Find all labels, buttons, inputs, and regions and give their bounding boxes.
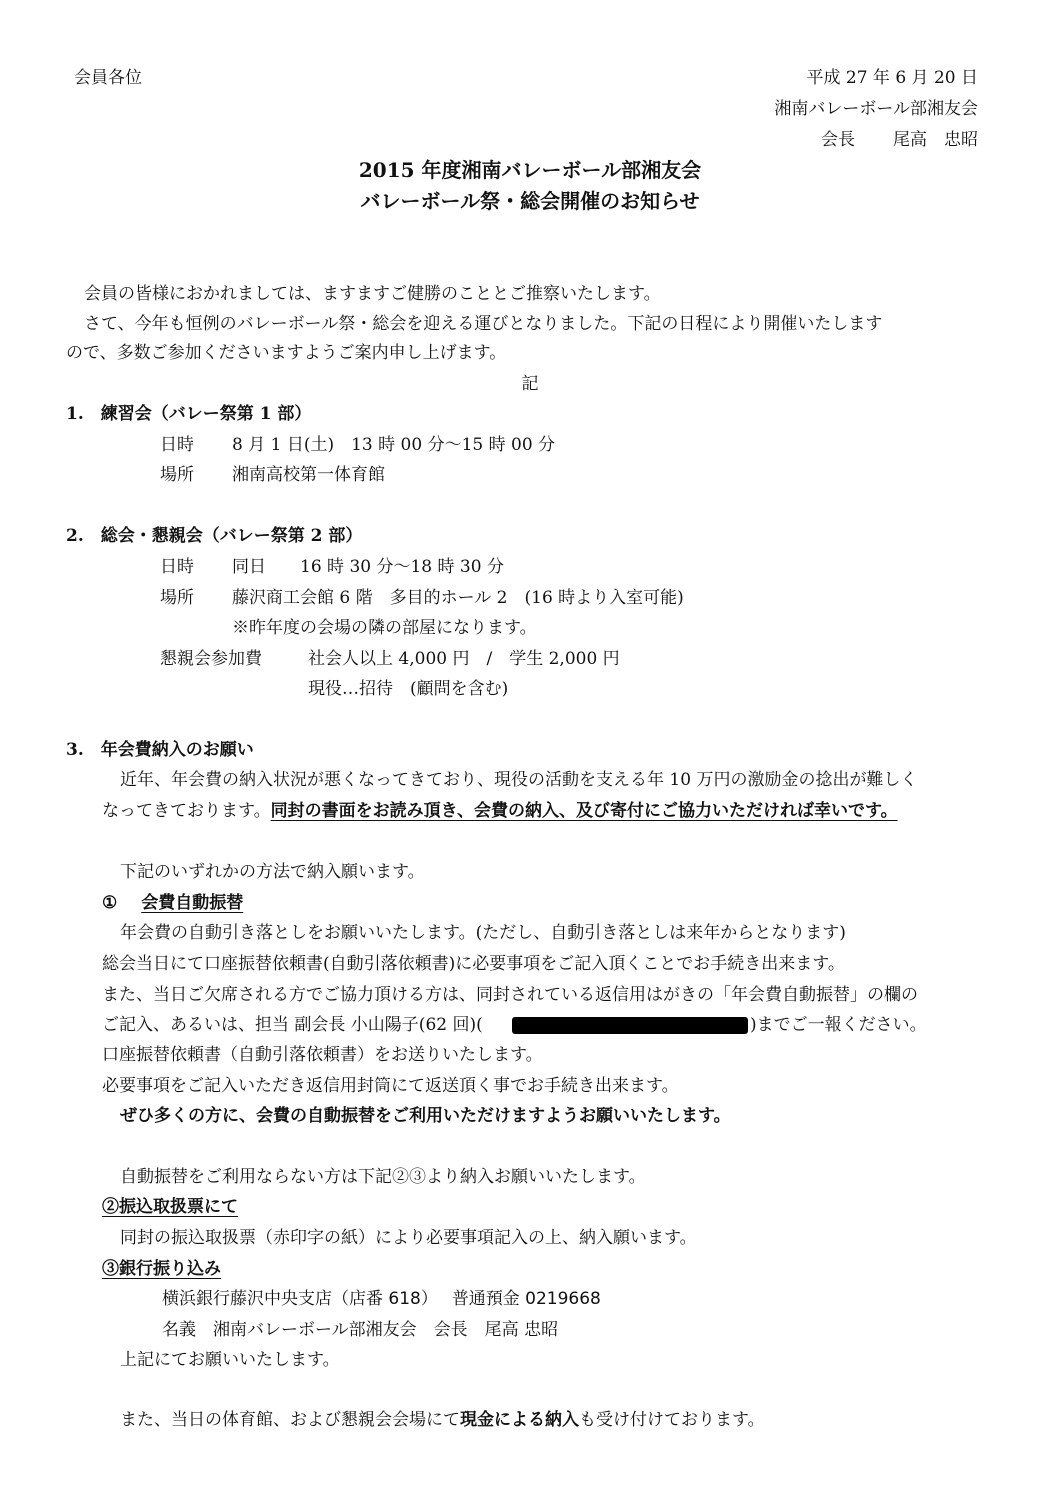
sender-signature	[821, 132, 978, 149]
method-1-line-4b: )までご一報ください。	[750, 1015, 927, 1035]
ki-marker: 記	[521, 374, 539, 394]
section-3-paragraph-2-plain: なってきております。	[102, 801, 271, 821]
section-1-place-label: 場所	[160, 465, 194, 485]
section-2-fee-note: 現役…招待 (顧問を含む)	[308, 679, 509, 699]
sender-name: 尾高 忠昭	[893, 130, 978, 150]
section-3-heading: 3. 年会費納入のお願い	[66, 740, 254, 760]
issue-date: 平成 27 年 6 月 20 日	[806, 68, 978, 88]
method-1-line-1: 年会費の自動引き落としをお願いいたします。(ただし、自動引き落としは来年からとなります)	[120, 923, 846, 943]
cash-payment-emphasis: 現金による納入	[460, 1410, 579, 1430]
section-2-heading: 2. 総会・懇親会（バレー祭第 2 部）	[66, 526, 363, 546]
cash-payment-note	[120, 1412, 765, 1429]
section-2-fee-value: 社会人以上 4,000 円 / 学生 2,000 円	[308, 649, 620, 669]
method-1-appeal: ぜひ多くの方に、会費の自動振替をご利用いただけますようお願いいたします。	[120, 1106, 731, 1126]
document-title-line1: 2015 年度湘南バレーボール部湘友会	[358, 158, 702, 182]
section-2-place-value: 藤沢商工会館 6 階 多目的ホール 2 (16 時より入室可能)	[232, 588, 684, 608]
section-1-heading: 1. 練習会（バレー祭第 1 部）	[66, 404, 312, 424]
cash-payment-note-a: また、当日の体育館、および懇親会会場にて	[120, 1410, 460, 1430]
payment-methods-intro: 下記のいずれかの方法で納入願います。	[120, 862, 425, 882]
section-3-paragraph-2	[102, 803, 898, 820]
method-1-heading	[102, 895, 243, 912]
sender-title: 会長	[821, 130, 855, 150]
method-1-title: 会費自動振替	[141, 893, 244, 913]
method-1-number: ①	[102, 893, 118, 913]
addressee: 会員各位	[74, 68, 142, 88]
intro-paragraph-1: 会員の皆様におかれましては、ますますご健勝のこととご推察いたします。	[84, 284, 661, 304]
section-3-paragraph-1: 近年、年会費の納入状況が悪くなってきており、現役の活動を支える年 10 万円の激励金の捻出が難しく	[120, 770, 918, 790]
section-1-datetime-label: 日時	[160, 435, 194, 455]
alternative-methods-intro: 自動振替をご利用ならない方は下記②③より納入お願いいたします。	[120, 1167, 646, 1187]
method-1-line-4a: ご記入、あるいは、担当 副会長 小山陽子(62 回)(	[102, 1015, 483, 1035]
method-3-closing: 上記にてお願いいたします。	[120, 1350, 340, 1370]
section-2-place-label: 場所	[160, 588, 194, 608]
account-holder-name: 名義 湘南バレーボール部湘友会 会長 尾高 忠昭	[162, 1320, 559, 1340]
section-1-datetime-value: 8 月 1 日(土) 13 時 00 分～15 時 00 分	[232, 435, 556, 455]
section-1-place-value: 湘南高校第一体育館	[232, 465, 385, 485]
bank-account-info: 横浜銀行藤沢中央支店（店番 618） 普通預金 0219668	[162, 1289, 601, 1309]
method-1-line-5: 口座振替依頼書（自動引落依頼書）をお送りいたします。	[102, 1045, 543, 1065]
method-1-line-6: 必要事項をご記入いただき返信用封筒にて返送頂く事でお手続き出来ます。	[102, 1076, 679, 1096]
method-1-line-3: また、当日ご欠席される方でご協力頂ける方は、同封されている返信用はがきの「年会費自動振替」の欄の	[102, 985, 918, 1005]
document-title-line2: バレーボール祭・総会開催のお知らせ	[360, 189, 700, 213]
cash-payment-note-c: も受け付けております。	[579, 1410, 765, 1430]
redacted-contact	[512, 1017, 748, 1034]
intro-paragraph-2a: さて、今年も恒例のバレーボール祭・総会を迎える運びとなりました。下記の日程により開催いたします	[84, 314, 883, 334]
section-2-datetime-value: 同日 16 時 30 分～18 時 30 分	[232, 557, 504, 577]
section-2-fee-label: 懇親会参加費	[160, 649, 262, 669]
donation-request-emphasis: 同封の書面をお読み頂き、会費の納入、及び寄付にご協力いただければ幸いです。	[270, 801, 898, 821]
section-2-place-note: ※昨年度の会場の隣の部屋になります。	[232, 618, 537, 638]
method-1-line-2: 総会当日にて口座振替依頼書(自動引落依頼書)に必要事項をご記入頂くことでお手続き出来ます。	[102, 954, 845, 974]
method-2-line-1: 同封の振込取扱票（赤印字の紙）により必要事項記入の上、納入願います。	[120, 1228, 697, 1248]
section-2-datetime-label: 日時	[160, 557, 194, 577]
intro-paragraph-2b: ので、多数ご参加くださいますようご案内申し上げます。	[66, 343, 507, 363]
method-3-heading: ③銀行振り込み	[102, 1259, 221, 1279]
sender-organization: 湘南バレーボール部湘友会	[774, 99, 978, 119]
method-2-heading: ②振込取扱票にて	[102, 1197, 238, 1217]
